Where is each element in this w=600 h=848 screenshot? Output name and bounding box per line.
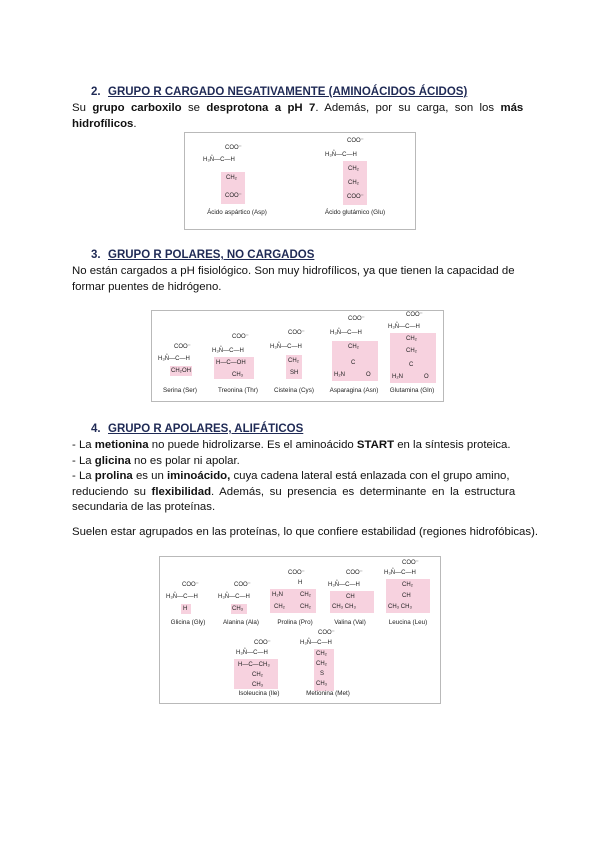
chem-label: CH₃ [252, 682, 264, 688]
section-heading-3 [91, 249, 314, 261]
figure-caption: Glutamina (Gln) [389, 387, 435, 394]
chem-label: COO⁻ [402, 560, 419, 566]
threonine-structure [212, 333, 262, 383]
chem-label: C [409, 362, 414, 368]
text-line: secundaria de las proteínas. [72, 501, 216, 513]
text-run: metionina [94, 439, 149, 451]
leucine-structure [382, 559, 434, 617]
chem-label: CH₃ [232, 372, 244, 378]
chem-label: H₃N̊—C—H [388, 324, 420, 330]
figure-caption: Alanina (Ala) [222, 619, 260, 626]
text-run: desprotona a pH 7 [206, 102, 316, 114]
valine-structure [326, 569, 378, 617]
chem-label: CH₂ [316, 651, 327, 657]
chem-label: COO⁻ [347, 138, 364, 144]
chem-label: CH₂ [402, 582, 413, 588]
text-run: . [133, 117, 137, 130]
chem-label: CH₂ [316, 661, 327, 667]
section-4-bullets [72, 438, 527, 516]
chem-label: CH₂ [288, 358, 299, 364]
text-run: . Además, por su carga, son los [315, 102, 501, 114]
figure-caption: Ácido glutámico (Glu) [324, 209, 386, 216]
text-run: Su [72, 102, 93, 114]
text-run: no puede hidrolizarse. Es el aminoácido [148, 439, 357, 451]
chem-label: COO⁻ [288, 330, 305, 336]
chem-label: H₂N [272, 592, 283, 598]
chem-label: H [183, 606, 188, 612]
isoleucine-structure [230, 639, 290, 689]
chem-label: COO⁻ [182, 582, 199, 588]
section-heading-4 [91, 423, 303, 435]
aspartate-structure [203, 142, 273, 212]
chem-label: COO⁻ [234, 582, 251, 588]
glycine-structure [166, 581, 210, 617]
aliphatic-amino-acids-figure [159, 556, 441, 704]
chem-label: H₃N̊—C—H [236, 650, 268, 656]
figure-caption: Leucina (Leu) [388, 619, 428, 626]
chem-label: H₃N̊—C—H [166, 594, 198, 600]
chem-label: COO⁻ [225, 193, 242, 199]
figure-caption: Asparagina (Asn) [329, 387, 379, 394]
section-heading-2 [91, 86, 467, 98]
text-run: iminoácido, [166, 470, 231, 482]
text-line: No están cargados a pH fisiológico. Son muy hidrofílicos, ya que tienen la capacidad de [72, 265, 515, 277]
chem-label: CH₂ [406, 348, 417, 354]
figure-caption: Valina (Val) [334, 619, 366, 626]
section-number: 2. [91, 86, 101, 98]
text-run: flexibilidad [151, 485, 212, 498]
section-2-paragraph [72, 101, 527, 132]
text-run: grupo carboxilo [92, 102, 182, 114]
chem-label: H₃N̊—C—H [384, 570, 416, 576]
text-run: - La [72, 439, 95, 451]
chem-label: CH₂ [226, 175, 237, 181]
chem-label: O [424, 374, 429, 380]
text-run: . Además, su presencia es determinante en la estructura [211, 485, 516, 498]
serine-structure [158, 341, 198, 381]
section-number: 4. [91, 423, 101, 435]
chem-label: H₃N̊—C—H [212, 348, 244, 354]
section-3-paragraph [72, 264, 527, 295]
chem-label: CH₃ [232, 606, 244, 612]
chem-label: H₃N̊—C—H [330, 330, 362, 336]
figure-caption: Serina (Ser) [163, 387, 197, 394]
chem-label: H—C—CH₃ [238, 662, 270, 668]
chem-label: COO⁻ [348, 316, 365, 322]
text-run: START [356, 439, 395, 451]
alanine-structure [218, 581, 262, 617]
chem-label: CH₃ CH₃ [332, 604, 356, 610]
chem-label: H₃N̊—C—H [328, 582, 360, 588]
asparagine-structure [330, 315, 382, 385]
text-run: - La [72, 454, 95, 467]
text-run: en la síntesis proteica. [394, 439, 511, 451]
chem-label: CH [346, 594, 355, 600]
chem-label: CH [402, 593, 411, 599]
chem-label: COO⁻ [288, 570, 305, 576]
chem-label: H [298, 580, 303, 586]
chem-label: H₃N̊—C—H [158, 356, 190, 362]
chem-label: CH₂ [252, 672, 263, 678]
text-line: formar puentes de hidrógeno. [72, 280, 222, 293]
text-run: es un [132, 470, 167, 482]
text-run: prolina [94, 470, 133, 482]
glutamate-structure [325, 137, 395, 211]
figure-caption: Glicina (Gly) [170, 619, 206, 626]
figure-caption: Isoleucina (Ile) [238, 690, 280, 697]
chem-label: CH₂ [348, 344, 359, 350]
chem-label: COO⁻ [232, 334, 249, 340]
text-run: más [500, 102, 524, 114]
figure-caption: Ácido aspártico (Asp) [207, 209, 267, 216]
section-title: GRUPO R CARGADO NEGATIVAMENTE (AMINOÁCIDOS ÁCIDOS) [108, 86, 468, 98]
chem-label: H₃N̊—C—H [270, 344, 302, 350]
chem-label: CH₂ [300, 592, 311, 598]
chem-label: CH₂ [406, 336, 417, 342]
chem-label: COO⁻ [406, 312, 423, 318]
text-line: Suelen estar agrupados en las proteínas, lo que confiere estabilidad (regiones hidrofóbicas). [72, 526, 539, 538]
figure-caption: Cisteína (Cys) [274, 387, 314, 394]
chem-label: CH₂ [274, 604, 285, 610]
chem-label: COO⁻ [254, 640, 271, 646]
text-run: - La [72, 470, 95, 482]
chem-label: CH₂ [348, 180, 359, 186]
chem-label: S [320, 671, 325, 677]
section-4-closing [72, 525, 539, 541]
chem-label: COO⁻ [347, 194, 364, 200]
chem-label: SH [290, 370, 299, 376]
chem-label: O [366, 372, 371, 378]
text-run: hidrofílicos [72, 117, 134, 130]
chem-label: CH₃ [316, 681, 328, 687]
acidic-amino-acids-figure [184, 132, 416, 230]
text-run: no es polar ni apolar. [130, 454, 240, 467]
chem-label: COO⁻ [225, 145, 242, 151]
glutamine-structure [388, 311, 440, 387]
chem-label: C [351, 360, 356, 366]
methionine-structure [300, 629, 352, 691]
chem-label: H₃N̊—C—H [300, 640, 332, 646]
section-title: GRUPO R POLARES, NO CARGADOS [108, 249, 315, 261]
chem-label: CH₂ [348, 166, 359, 172]
figure-caption: Prolina (Pro) [277, 619, 313, 626]
section-title: GRUPO R APOLARES, ALIFÁTICOS [108, 423, 304, 435]
chem-label: H₃N̊—C—H [218, 594, 250, 600]
chem-label: H—C—OH [216, 360, 246, 366]
chem-label: H₃N̊—C—H [325, 152, 357, 158]
figure-caption: Treonina (Thr) [217, 387, 258, 394]
figure-caption: Metionina (Met) [306, 690, 350, 697]
proline-structure [270, 569, 322, 617]
chem-label: CH₂ [300, 604, 311, 610]
chem-label: COO⁻ [174, 344, 191, 350]
chem-label: H₃N̊—C—H [203, 157, 235, 163]
text-run: glicina [94, 454, 131, 467]
cysteine-structure [270, 329, 316, 383]
chem-label: CH₂OH [171, 368, 191, 374]
polar-amino-acids-figure [151, 310, 444, 402]
chem-label: H₂N [392, 374, 403, 380]
chem-label: COO⁻ [346, 570, 363, 576]
text-run: cuya cadena lateral está enlazada con el grupo amino, [230, 470, 510, 482]
chem-label: COO⁻ [318, 630, 335, 636]
chem-label: H₂N [334, 372, 345, 378]
text-run: reduciendo su [72, 485, 152, 498]
text-run: se [181, 102, 207, 114]
chem-label: CH₃ CH₃ [388, 604, 412, 610]
section-number: 3. [91, 249, 101, 261]
